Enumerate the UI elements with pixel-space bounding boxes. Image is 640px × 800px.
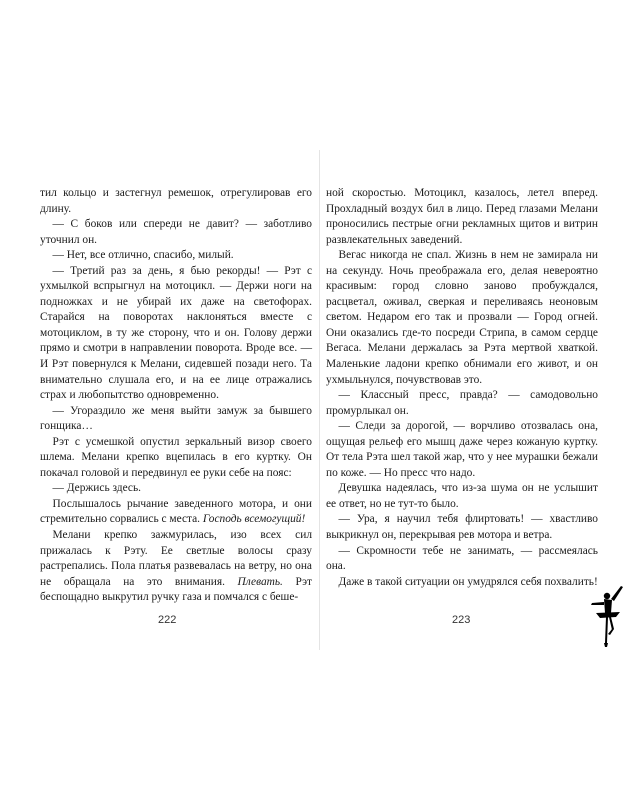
gutter-divider	[319, 150, 320, 650]
ballerina-silhouette-icon	[587, 583, 631, 655]
paragraph: Даже в такой ситуации он умудрялся себя похвалить!	[338, 575, 598, 588]
paragraph	[40, 528, 312, 606]
paragraph: — Ура, я научил тебя флиртовать! — хвастливо выкрикнул он, перекрывая рев мотора и ветра.	[326, 513, 598, 542]
left-page	[40, 150, 312, 650]
paragraph: — Скромности тебе не занимать, — рассмеялась она.	[326, 544, 598, 573]
book-spread	[0, 150, 640, 650]
paragraph: Рэт с усмешкой опустил зеркальный визор своего шлема. Мелани крепко вцепилась в его куртку. Он покачал головой и передвинул ее руки себе на пояс:	[40, 435, 312, 479]
paragraph-text-after: Рэт беспощадно выкрутил ручку газа и помчался с беше-	[40, 575, 312, 604]
paragraph: ной скоростью. Мотоцикл, казалось, летел вперед. Прохладный воздух бил в лицо. Перед глазами Мелани проносились пестрые огни рекламных щитов и витрин развлекательных заведений.	[326, 187, 598, 246]
paragraph: Вегас никогда не спал. Жизнь в нем не замирала ни на секунду. Ночь преображала его, делая невероятно красивым: город словно заново пробуждался, расцветал, оживал, сверкая и переливаясь неоновым светом. Недаром его так и прозвали — Город огней. Они оказались где-то посреди Стрипа, в самом сердце Вегаса. Мелани держалась за Рэта мертвой хваткой. Маленькие ладони крепко обнимали его живот, и он ухмыльнулся, почувствовав это.	[326, 249, 598, 386]
page-number: 222	[158, 614, 177, 626]
page-number: 223	[452, 614, 471, 626]
paragraph: — Угораздило же меня выйти замуж за бывшего гонщика…	[40, 404, 312, 433]
paragraph: — Нет, все отлично, спасибо, милый.	[52, 249, 234, 262]
paragraph: — Третий раз за день, я бью рекорды! — Рэт с ухмылкой вспрыгнул на мотоцикл. — Держи ноги на подножках и не убирай их даже на светофорах. Старайся на поворотах наклоняться вместе с мотоциклом, в ту же сторону, что и он. Голову держи прямо и смотри в направлении поворота. Вроде все. — И Рэт повернулся к Мелани, сидевшей позади него. Та внимательно слушала его, и на ее лице отражались страх и любопытство одновременно.	[40, 264, 312, 402]
right-page	[326, 150, 598, 650]
left-page-text	[40, 186, 312, 606]
paragraph	[40, 497, 312, 528]
paragraph-text: Мелани крепко зажмурилась, изо всех сил прижалась к Рэту. Ее светлые волосы сразу растрепались. Пола платья развевалась на ветру, но она не обращала на это внимания.	[40, 529, 312, 588]
paragraph: тил кольцо и застегнул ремешок, отрегулировав его длину.	[40, 187, 312, 215]
paragraph: — Держись здесь.	[52, 482, 142, 495]
paragraph: — Классный пресс, правда? — самодовольно промурлыкал он.	[326, 389, 598, 417]
right-page-text	[326, 186, 598, 590]
paragraph: — С боков или спереди не давит? — заботливо уточнил он.	[40, 218, 312, 246]
paragraph: Девушка надеялась, что из-за шума он не услышит ее ответ, но не тут-то было.	[326, 482, 598, 510]
italic-phrase: Плевать.	[237, 575, 283, 588]
italic-phrase: Господь всемогущий!	[202, 513, 306, 526]
paragraph-text: Послышалось рычание заведенного мотора, и они стремительно сорвались с места.	[40, 497, 312, 526]
paragraph: — Следи за дорогой, — ворчливо отозвалась она, ощущая рельеф его мышц даже через кожаную куртку. От тела Рэта шел такой жар, что у нее мурашки бежали по коже. — Но пресс что надо.	[326, 420, 598, 479]
